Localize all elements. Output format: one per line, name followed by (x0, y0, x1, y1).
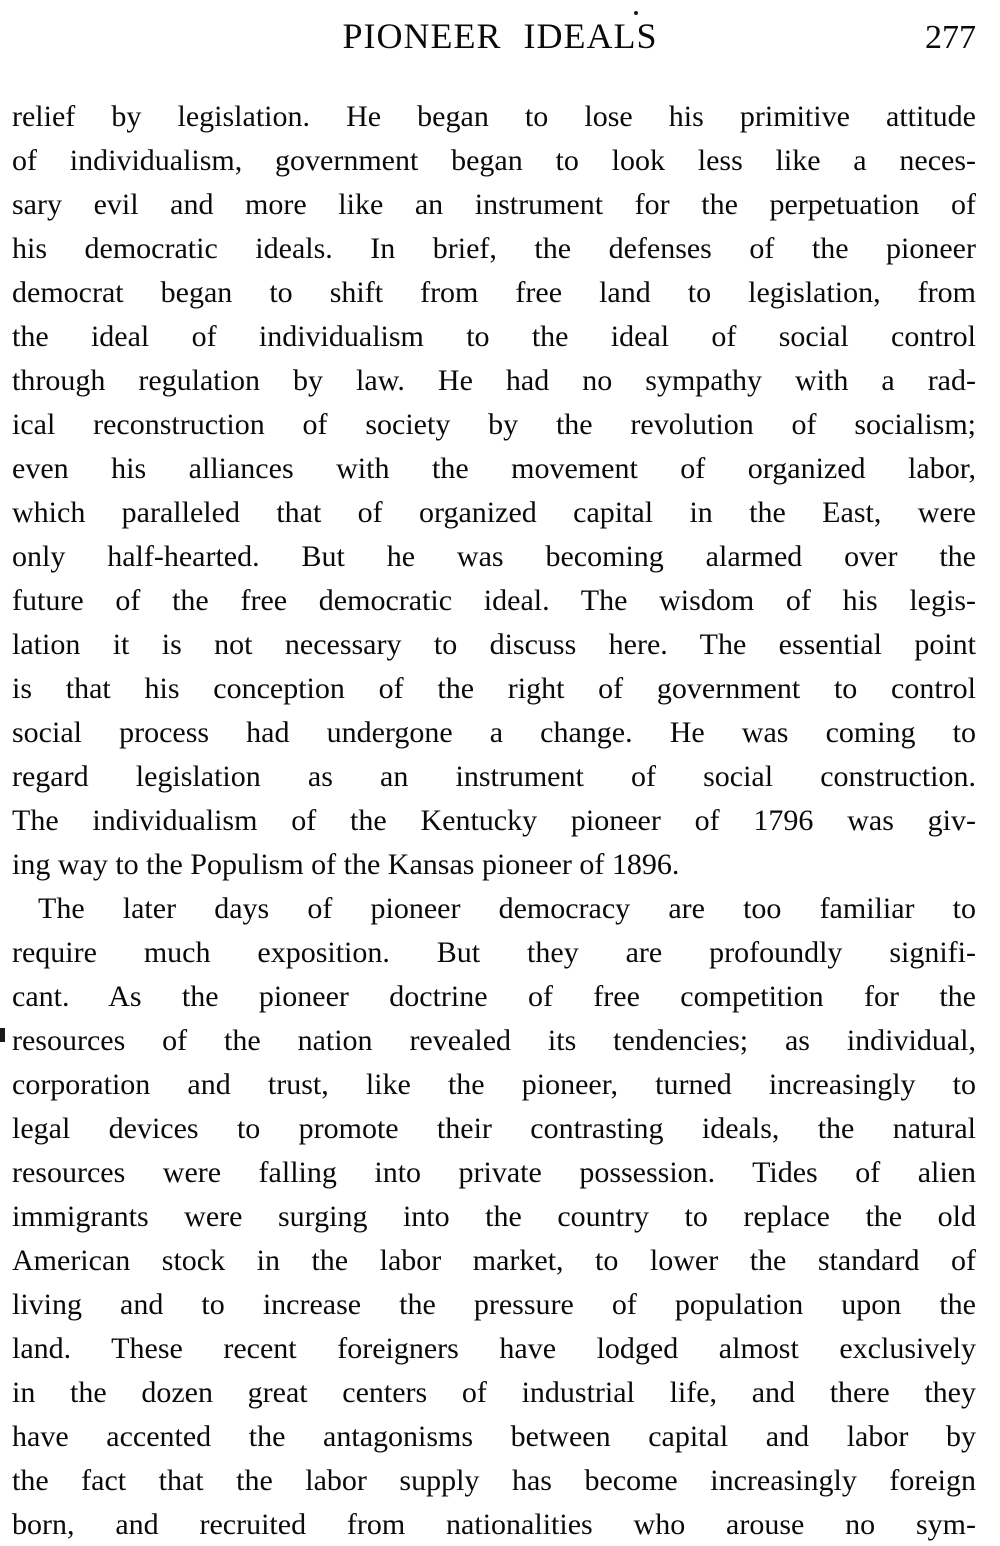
scan-speck (634, 11, 638, 15)
text-line: of individualism, government began to look less like a neces- (12, 144, 976, 177)
running-title: PIONEER IDEALS (342, 16, 658, 56)
text-line: only half-hearted. But he was becoming alarmed over the (12, 540, 976, 573)
page-number: 277 (925, 19, 976, 56)
text-line: ing way to the Populism of the Kansas pioneer of 1896. (12, 848, 680, 881)
text-line: The later days of pioneer democracy are too familiar to (38, 892, 976, 925)
text-line: in the dozen great centers of industrial life, and there they (12, 1376, 976, 1409)
text-line: even his alliances with the movement of organized labor, (12, 452, 976, 485)
text-line: corporation and trust, like the pioneer, turned increasingly to (12, 1068, 976, 1101)
text-line: have accented the antagonisms between capital and labor by (12, 1420, 976, 1453)
text-line: ical reconstruction of society by the revolution of socialism; (12, 408, 976, 441)
paragraph (12, 887, 976, 1546)
paragraph (12, 95, 976, 887)
text-line: cant. As the pioneer doctrine of free competition for the (12, 980, 976, 1013)
text-line: social process had undergone a change. He was coming to (12, 716, 976, 749)
text-line: land. These recent foreigners have lodged almost exclusively (12, 1332, 976, 1365)
text-line: is that his conception of the right of government to control (12, 672, 976, 705)
text-line: relief by legislation. He began to lose his primitive attitude (12, 100, 976, 133)
text-line: living and to increase the pressure of population upon the (12, 1288, 976, 1321)
text-line: which paralleled that of organized capital in the East, were (12, 496, 976, 529)
scan-artifact (0, 1028, 5, 1042)
text-line: resources of the nation revealed its tendencies; as individual, (12, 1024, 976, 1057)
text-line: require much exposition. But they are profoundly signifi- (12, 936, 976, 969)
page-header (0, 16, 1000, 60)
text-line: the fact that the labor supply has become increasingly foreign (12, 1464, 976, 1497)
text-line: sary evil and more like an instrument for the perpetuation of (12, 188, 976, 221)
text-line: democrat began to shift from free land to legislation, from (12, 276, 976, 309)
text-line: future of the free democratic ideal. The wisdom of his legis- (12, 584, 976, 617)
page-body (12, 95, 976, 1546)
text-line: legal devices to promote their contrasting ideals, the natural (12, 1112, 976, 1145)
text-line: The individualism of the Kentucky pioneer of 1796 was giv- (12, 804, 976, 837)
text-line: American stock in the labor market, to lower the standard of (12, 1244, 976, 1277)
text-line: his democratic ideals. In brief, the defenses of the pioneer (12, 232, 976, 265)
text-line: through regulation by law. He had no sympathy with a rad- (12, 364, 976, 397)
text-line: regard legislation as an instrument of social construction. (12, 760, 976, 793)
text-line: born, and recruited from nationalities who arouse no sym- (12, 1508, 976, 1541)
text-line: lation it is not necessary to discuss here. The essential point (12, 628, 976, 661)
text-line: resources were falling into private possession. Tides of alien (12, 1156, 976, 1189)
text-line: immigrants were surging into the country to replace the old (12, 1200, 976, 1233)
text-line: the ideal of individualism to the ideal of social control (12, 320, 976, 353)
